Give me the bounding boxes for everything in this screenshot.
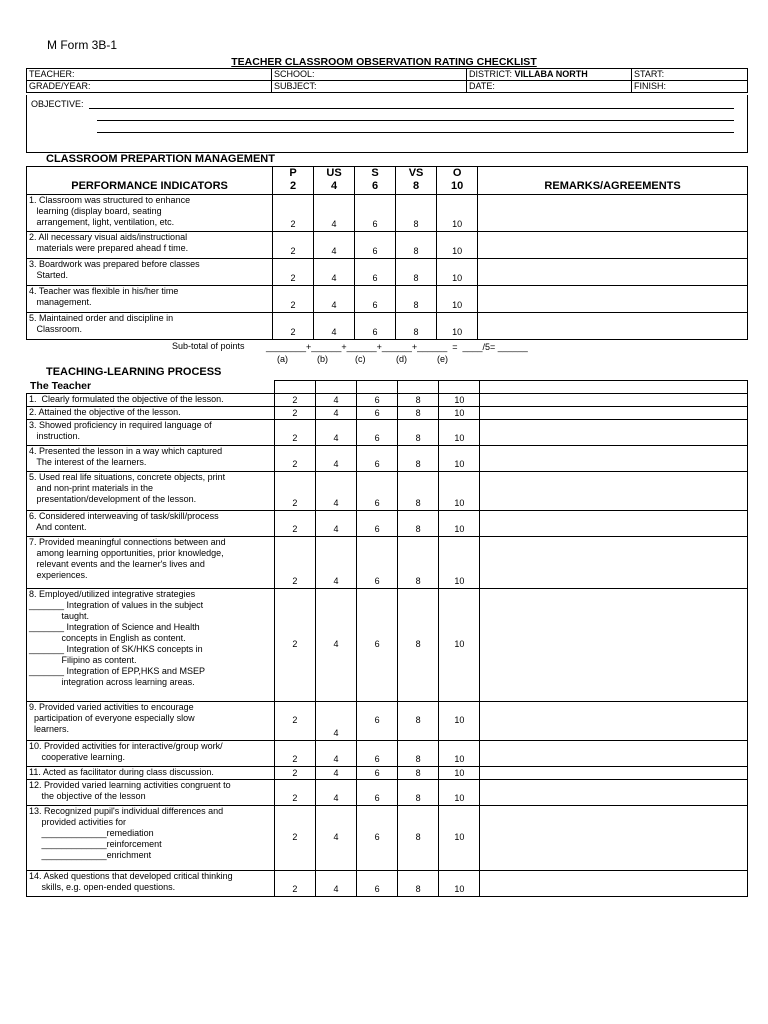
score-cell[interactable]: 6 [357,871,398,897]
score-cell[interactable]: 2 [273,259,314,286]
indicator-line: 11. Acted as facilitator during class discussion. [29,767,214,777]
score-cell[interactable]: 10 [439,741,480,767]
indicator-line: _____________enrichment [29,850,152,860]
score-cell[interactable]: 6 [357,472,398,511]
score-cell[interactable]: 2 [274,767,315,780]
score-cell[interactable]: 2 [274,537,315,589]
subtotal-letter: (c) [355,354,366,364]
score-cell[interactable]: 4 [315,741,356,767]
indicator-text [27,259,273,286]
table-row [27,806,748,871]
indicator-line: Started. [29,270,69,280]
score-cell[interactable]: 2 [274,407,315,420]
score-cell[interactable]: 10 [439,407,480,420]
indicator-line: 1. Clearly formulated the objective of the lesson. [29,394,224,404]
score-cell[interactable]: 8 [398,589,439,702]
score-cell[interactable]: 10 [439,767,480,780]
score-cell[interactable]: 10 [437,195,478,232]
remarks-cell[interactable] [480,407,748,420]
score-cell[interactable]: 4 [315,446,356,472]
indicator-line: 7. Provided meaningful connections between and [29,537,226,547]
score-cell[interactable]: 6 [357,741,398,767]
indicator-line: 1. Classroom was structured to enhance [29,195,191,205]
remarks-cell[interactable] [478,313,748,340]
score-cell[interactable]: 10 [439,472,480,511]
remarks-cell[interactable] [478,232,748,259]
score-cell[interactable]: 10 [437,232,478,259]
table-row [27,259,748,286]
score-cell[interactable]: 10 [439,394,480,407]
remarks-cell[interactable] [480,702,748,741]
score-cell[interactable]: 6 [355,195,396,232]
indicator-text [27,780,275,806]
score-cell[interactable]: 8 [395,259,436,286]
score-cell[interactable]: 6 [357,511,398,537]
table-row [27,394,748,407]
rating-header-o: O 10 [437,167,478,195]
score-cell[interactable]: 2 [274,702,315,741]
indicator-line: 2. Attained the objective of the lesson. [29,407,181,417]
score-cell[interactable]: 2 [274,741,315,767]
date-field[interactable]: DATE: [467,81,632,93]
indicator-line: instruction. [29,431,81,441]
school-field[interactable]: SCHOOL: [272,69,467,81]
score-cell[interactable]: 10 [437,313,478,340]
score-cell[interactable]: 10 [439,537,480,589]
score-cell[interactable]: 4 [315,511,356,537]
indicator-text [27,286,273,313]
indicator-line: Filipino as content. [29,655,137,665]
table-row [27,232,748,259]
score-cell[interactable]: 4 [315,472,356,511]
subtotal-letter: (b) [317,354,328,364]
blank-cell [439,381,480,394]
indicator-line: 13. Recognized pupil's individual differences and [29,806,224,816]
indicator-line: the objective of the lesson [29,791,146,801]
score-cell[interactable]: 8 [395,313,436,340]
section2-title: TEACHING-LEARNING PROCESS [46,366,222,378]
indicator-line: concepts in English as content. [29,633,186,643]
table-row [27,511,748,537]
indicator-line: presentation/development of the lesson. [29,494,197,504]
score-cell[interactable]: 4 [315,394,356,407]
header-table [26,68,748,93]
indicators-header: PERFORMANCE INDICATORS [27,167,273,195]
indicator-line: 5. Maintained order and discipline in [29,313,174,323]
indicator-line: taught. [29,611,90,621]
score-cell[interactable]: 6 [357,780,398,806]
score-cell[interactable]: 10 [439,511,480,537]
score-cell[interactable]: 8 [398,780,439,806]
table-row [27,589,748,702]
score-cell[interactable]: 6 [355,232,396,259]
table-row [27,195,748,232]
start-field[interactable]: START: [632,69,748,81]
rating-header-us: US 4 [313,167,354,195]
remarks-cell[interactable] [480,446,748,472]
score-cell[interactable]: 4 [313,195,354,232]
remarks-cell[interactable] [480,472,748,511]
indicator-line: _______ Integration of values in the subject [29,600,204,610]
score-cell[interactable]: 4 [315,407,356,420]
score-cell[interactable]: 6 [357,537,398,589]
indicator-line: 5. Used real life situations, concrete objects, print [29,472,226,482]
score-cell[interactable]: 8 [398,420,439,446]
remarks-cell[interactable] [480,511,748,537]
score-cell[interactable]: 2 [274,806,315,871]
score-cell[interactable]: 6 [357,702,398,741]
table-row [27,446,748,472]
indicator-line: management. [29,297,92,307]
score-cell[interactable]: 6 [355,259,396,286]
score-cell[interactable]: 6 [357,446,398,472]
score-cell[interactable]: 4 [313,286,354,313]
indicator-line: skills, e.g. open-ended questions. [29,882,176,892]
district-field[interactable]: DISTRICT: VILLABA NORTH [467,69,632,81]
indicator-line: learners. [29,724,70,734]
objective-label: OBJECTIVE: [31,99,84,109]
rating-header-vs: VS 8 [395,167,436,195]
indicator-line: among learning opportunities, prior knowledge, [29,548,224,558]
indicator-line: cooperative learning. [29,752,126,762]
score-cell[interactable]: 4 [315,589,356,702]
score-cell[interactable]: 8 [398,537,439,589]
remarks-cell[interactable] [480,394,748,407]
subtotal-letter: (e) [437,354,448,364]
blank-cell [274,381,315,394]
indicator-line: 4. Presented the lesson in a way which captured [29,446,223,456]
indicator-line: The interest of the learners. [29,457,147,467]
table-row [27,741,748,767]
score-cell[interactable]: 6 [357,394,398,407]
score-cell[interactable]: 10 [439,871,480,897]
indicator-line: _____________remediation [29,828,154,838]
score-cell[interactable]: 4 [315,871,356,897]
form-number: M Form 3B-1 [47,38,118,52]
table-row [27,767,748,780]
remarks-cell[interactable] [478,286,748,313]
score-cell[interactable]: 8 [398,741,439,767]
section2-subtitle: The Teacher [30,380,92,392]
blank-cell [480,381,748,394]
blank-cell [357,381,398,394]
remarks-cell[interactable] [478,259,748,286]
indicator-line: integration across learning areas. [29,677,195,687]
indicator-text [27,511,275,537]
table-row [27,537,748,589]
indicator-text [27,195,273,232]
indicator-line: 2. All necessary visual aids/instructional [29,232,188,242]
indicator-text [27,446,275,472]
remarks-cell[interactable] [480,741,748,767]
score-cell[interactable]: 6 [357,589,398,702]
score-cell[interactable]: 10 [439,420,480,446]
score-cell[interactable]: 8 [398,472,439,511]
score-cell[interactable]: 4 [313,313,354,340]
score-cell[interactable]: 4 [315,767,356,780]
indicator-text [27,407,275,420]
remarks-cell[interactable] [480,806,748,871]
indicator-line: participation of everyone especially slow [29,713,195,723]
objective-line [97,132,734,133]
table-row [27,472,748,511]
indicator-line: experiences. [29,570,88,580]
remarks-cell[interactable] [480,871,748,897]
score-cell[interactable]: 4 [315,780,356,806]
remarks-cell[interactable] [478,195,748,232]
score-cell[interactable]: 2 [273,232,314,259]
objective-line [89,108,734,109]
teaching-indicators-table [26,380,748,897]
indicator-text [27,313,273,340]
score-cell[interactable]: 2 [274,420,315,446]
score-cell[interactable]: 10 [437,259,478,286]
score-cell[interactable]: 4 [315,420,356,446]
score-cell[interactable]: 8 [398,394,439,407]
score-cell[interactable]: 2 [273,195,314,232]
subtotal-formula[interactable]: ________+______+______+______+______ = ____/5= ______ [266,342,528,352]
subject-field[interactable]: SUBJECT: [272,81,467,93]
remarks-cell[interactable] [480,537,748,589]
indicator-line: 14. Asked questions that developed critical thinking [29,871,233,881]
indicator-line: 4. Teacher was flexible in his/her time [29,286,179,296]
score-cell[interactable]: 2 [274,589,315,702]
indicator-line: _______ Integration of SK/HKS concepts in [29,644,203,654]
indicator-text [27,702,275,741]
remarks-cell[interactable] [480,420,748,446]
indicator-line: 9. Provided varied activities to encourage [29,702,194,712]
indicator-line: And content. [29,522,87,532]
objective-box[interactable] [26,95,748,153]
score-cell[interactable]: 8 [398,407,439,420]
blank-cell [398,381,439,394]
indicator-line: Classroom. [29,324,83,334]
score-cell[interactable]: 4 [315,702,356,741]
table-row [27,407,748,420]
score-cell[interactable]: 10 [437,286,478,313]
score-cell[interactable]: 4 [315,537,356,589]
score-cell[interactable]: 8 [398,871,439,897]
remarks-cell[interactable] [480,767,748,780]
table-row [27,420,748,446]
score-cell[interactable]: 4 [313,259,354,286]
score-cell[interactable]: 10 [439,589,480,702]
table-row [27,286,748,313]
score-cell[interactable]: 4 [315,806,356,871]
indicator-line: 12. Provided varied learning activities congruent to [29,780,231,790]
finish-field[interactable]: FINISH: [632,81,748,93]
indicator-line: _____________reinforcement [29,839,162,849]
indicator-line: _______ Integration of Science and Health [29,622,200,632]
teacher-subheader-cell [27,381,275,394]
district-value: VILLABA NORTH [514,69,588,79]
indicator-text [27,806,275,871]
score-cell[interactable]: 10 [439,806,480,871]
indicator-text [27,589,275,702]
subtotal-letter: (a) [277,354,288,364]
indicator-line: 3. Boardwork was prepared before classes [29,259,200,269]
score-cell[interactable]: 2 [274,511,315,537]
indicator-line: 10. Provided activities for interactive/group work/ [29,741,223,751]
score-cell[interactable]: 10 [439,702,480,741]
indicator-line: 3. Showed proficiency in required language of [29,420,212,430]
grade-year-field[interactable]: GRADE/YEAR: [27,81,272,93]
indicator-line: materials were prepared ahead f time. [29,243,189,253]
subtotal-letter: (d) [396,354,407,364]
score-cell[interactable]: 2 [274,472,315,511]
indicator-line: relevant events and the learner's lives and [29,559,205,569]
indicator-text [27,741,275,767]
indicator-text [27,871,275,897]
teacher-field[interactable]: TEACHER: [27,69,272,81]
score-cell[interactable]: 8 [398,511,439,537]
indicator-line: _______ Integration of EPP,HKS and MSEP [29,666,205,676]
table-row [27,702,748,741]
score-cell[interactable]: 6 [357,420,398,446]
score-cell[interactable]: 2 [274,394,315,407]
score-cell[interactable]: 6 [357,407,398,420]
score-cell[interactable]: 8 [398,446,439,472]
remarks-cell[interactable] [480,589,748,702]
rating-header-s: S 6 [355,167,396,195]
table-row [27,780,748,806]
indicator-text [27,394,275,407]
score-cell[interactable]: 2 [273,286,314,313]
indicator-text [27,420,275,446]
objective-line [97,120,734,121]
classroom-indicators-table [26,166,748,340]
score-cell[interactable]: 6 [355,313,396,340]
table-row [27,313,748,340]
score-cell[interactable]: 8 [398,806,439,871]
indicator-text [27,472,275,511]
remarks-cell[interactable] [480,780,748,806]
score-cell[interactable]: 2 [274,446,315,472]
score-cell[interactable]: 8 [395,195,436,232]
score-cell[interactable]: 8 [398,767,439,780]
subtotal-label: Sub-total of points [172,341,245,351]
indicator-line: and non-print materials in the [29,483,154,493]
section1-title: CLASSROOM PREPARTION MANAGEMENT [46,153,275,165]
score-cell[interactable]: 10 [439,780,480,806]
indicator-line: provided activities for [29,817,127,827]
score-cell[interactable]: 8 [398,702,439,741]
score-cell[interactable]: 6 [355,286,396,313]
score-cell[interactable]: 4 [313,232,354,259]
rating-header-p: P 2 [273,167,314,195]
indicator-text [27,537,275,589]
indicator-line: arrangement, light, ventilation, etc. [29,217,175,227]
indicator-text [27,232,273,259]
score-cell[interactable]: 2 [273,313,314,340]
indicator-line: 6. Considered interweaving of task/skill/process [29,511,219,521]
score-cell[interactable]: 6 [357,806,398,871]
page-title: TEACHER CLASSROOM OBSERVATION RATING CHECKLIST [231,56,537,68]
indicator-line: 8. Employed/utilized integrative strategies [29,589,196,599]
score-cell[interactable]: 8 [395,232,436,259]
score-cell[interactable]: 8 [395,286,436,313]
score-cell[interactable]: 2 [274,780,315,806]
indicator-line: learning (display board, seating [29,206,162,216]
indicator-text [27,767,275,780]
score-cell[interactable]: 2 [274,871,315,897]
blank-cell [315,381,356,394]
score-cell[interactable]: 10 [439,446,480,472]
score-cell[interactable]: 6 [357,767,398,780]
table-row [27,871,748,897]
remarks-header: REMARKS/AGREEMENTS [478,167,748,195]
